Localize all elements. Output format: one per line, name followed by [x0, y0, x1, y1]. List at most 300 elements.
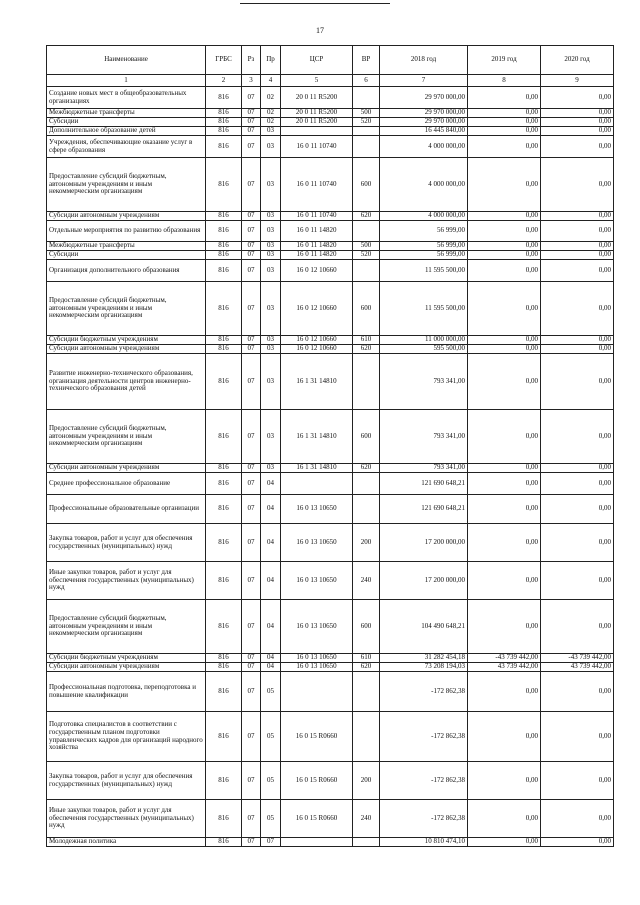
table-row — [47, 260, 614, 282]
row-pr: 03 — [261, 260, 281, 282]
row-vr: 600 — [353, 158, 380, 212]
row-pr: 02 — [261, 109, 281, 118]
row-vr: 200 — [353, 524, 380, 562]
column-number: 6 — [353, 75, 380, 87]
row-amount-2019: 0,00 — [468, 800, 541, 838]
row-rz: 07 — [242, 158, 261, 212]
row-amount-2020: 0,00 — [541, 600, 614, 654]
row-vr — [353, 473, 380, 495]
row-rz: 07 — [242, 336, 261, 345]
row-pr: 05 — [261, 800, 281, 838]
row-vr: 610 — [353, 336, 380, 345]
row-csr: 16 0 12 10660 — [281, 260, 353, 282]
row-pr: 02 — [261, 87, 281, 109]
row-rz: 07 — [242, 354, 261, 410]
table-row — [47, 251, 614, 260]
row-amount-2019: 0,00 — [468, 473, 541, 495]
row-grbs: 816 — [206, 762, 242, 800]
row-pr: 03 — [261, 136, 281, 158]
row-csr: 16 0 13 10650 — [281, 524, 353, 562]
row-amount-2019: 0,00 — [468, 354, 541, 410]
row-pr: 03 — [261, 336, 281, 345]
table-row — [47, 524, 614, 562]
row-grbs: 816 — [206, 109, 242, 118]
row-amount-2020: 0,00 — [541, 260, 614, 282]
row-grbs: 816 — [206, 212, 242, 221]
row-amount-2020: 0,00 — [541, 762, 614, 800]
row-amount-2019: 0,00 — [468, 336, 541, 345]
row-amount-2019: 43 739 442,00 — [468, 663, 541, 672]
row-rz: 07 — [242, 251, 261, 260]
row-pr: 03 — [261, 251, 281, 260]
row-name: Подготовка специалистов в соответствии с государственным планом подготовки управленческих кадров для организаций народного хозяйства — [47, 712, 206, 762]
row-amount-2018: 4 000 000,00 — [380, 136, 468, 158]
row-pr: 03 — [261, 127, 281, 136]
row-csr: 20 0 11 R5200 — [281, 118, 353, 127]
row-rz: 07 — [242, 562, 261, 600]
table-row — [47, 354, 614, 410]
row-csr: 16 0 15 R0660 — [281, 800, 353, 838]
row-grbs: 816 — [206, 495, 242, 524]
row-rz: 07 — [242, 663, 261, 672]
row-grbs: 816 — [206, 524, 242, 562]
row-amount-2019: 0,00 — [468, 242, 541, 251]
row-vr: 620 — [353, 663, 380, 672]
row-vr: 240 — [353, 562, 380, 600]
row-name: Создание новых мест в общеобразовательных организациях — [47, 87, 206, 109]
row-amount-2020: 0,00 — [541, 118, 614, 127]
budget-table — [46, 45, 614, 847]
row-amount-2019: 0,00 — [468, 562, 541, 600]
row-rz: 07 — [242, 654, 261, 663]
row-grbs: 816 — [206, 336, 242, 345]
row-name: Организация дополнительного образования — [47, 260, 206, 282]
table-row — [47, 495, 614, 524]
row-grbs: 816 — [206, 221, 242, 242]
row-rz: 07 — [242, 712, 261, 762]
row-vr: 620 — [353, 212, 380, 221]
row-grbs: 816 — [206, 663, 242, 672]
row-grbs: 816 — [206, 354, 242, 410]
row-rz: 07 — [242, 524, 261, 562]
row-pr: 02 — [261, 118, 281, 127]
row-grbs: 816 — [206, 562, 242, 600]
header-row — [47, 46, 614, 75]
row-amount-2020: 0,00 — [541, 158, 614, 212]
row-vr: 600 — [353, 282, 380, 336]
row-name: Дополнительное образование детей — [47, 127, 206, 136]
table-row — [47, 109, 614, 118]
row-name: Субсидии бюджетным учреждениям — [47, 654, 206, 663]
row-amount-2019: 0,00 — [468, 282, 541, 336]
row-amount-2018: 29 970 000,00 — [380, 109, 468, 118]
row-amount-2020: 0,00 — [541, 464, 614, 473]
row-grbs: 816 — [206, 127, 242, 136]
table-row — [47, 410, 614, 464]
row-vr — [353, 127, 380, 136]
row-pr: 03 — [261, 410, 281, 464]
row-grbs: 816 — [206, 464, 242, 473]
row-pr: 03 — [261, 464, 281, 473]
row-csr: 16 0 11 10740 — [281, 158, 353, 212]
row-rz: 07 — [242, 600, 261, 654]
row-name: Учреждения, обеспечивающие оказание услуг в сфере образования — [47, 136, 206, 158]
header-2019: 2019 год — [468, 46, 541, 75]
table-row — [47, 562, 614, 600]
row-vr: 240 — [353, 800, 380, 838]
row-vr: 520 — [353, 118, 380, 127]
row-csr: 16 0 13 10650 — [281, 663, 353, 672]
row-csr — [281, 127, 353, 136]
row-pr: 07 — [261, 838, 281, 847]
row-name: Отдельные мероприятия по развитию образования — [47, 221, 206, 242]
row-vr — [353, 838, 380, 847]
row-amount-2020: 0,00 — [541, 251, 614, 260]
row-csr: 20 0 11 R5200 — [281, 87, 353, 109]
table-row — [47, 118, 614, 127]
table-row — [47, 87, 614, 109]
row-csr: 16 0 13 10650 — [281, 654, 353, 663]
row-grbs: 816 — [206, 410, 242, 464]
row-amount-2020: 0,00 — [541, 800, 614, 838]
row-csr: 20 0 11 R5200 — [281, 109, 353, 118]
row-pr: 03 — [261, 221, 281, 242]
table-row — [47, 663, 614, 672]
column-number: 7 — [380, 75, 468, 87]
row-amount-2018: 73 208 194,03 — [380, 663, 468, 672]
row-pr: 03 — [261, 345, 281, 354]
row-csr: 16 0 15 R0660 — [281, 712, 353, 762]
row-amount-2019: 0,00 — [468, 712, 541, 762]
row-rz: 07 — [242, 109, 261, 118]
row-vr: 600 — [353, 410, 380, 464]
row-grbs: 816 — [206, 260, 242, 282]
row-pr: 05 — [261, 762, 281, 800]
table-row — [47, 212, 614, 221]
row-amount-2018: 595 500,00 — [380, 345, 468, 354]
row-amount-2018: 10 810 474,10 — [380, 838, 468, 847]
row-amount-2018: 11 595 500,00 — [380, 260, 468, 282]
row-amount-2019: 0,00 — [468, 345, 541, 354]
row-amount-2020: 0,00 — [541, 127, 614, 136]
row-csr: 16 1 31 14810 — [281, 410, 353, 464]
row-grbs: 816 — [206, 800, 242, 838]
row-amount-2019: 0,00 — [468, 495, 541, 524]
row-name: Предоставление субсидий бюджетным, автономным учреждениям и иным некоммерческим организациям — [47, 410, 206, 464]
row-amount-2020: 0,00 — [541, 410, 614, 464]
header-vr: ВР — [353, 46, 380, 75]
row-amount-2019: 0,00 — [468, 212, 541, 221]
row-vr — [353, 260, 380, 282]
row-csr: 16 0 12 10660 — [281, 345, 353, 354]
table-row — [47, 345, 614, 354]
row-pr: 05 — [261, 712, 281, 762]
row-pr: 03 — [261, 212, 281, 221]
row-name: Субсидии автономным учреждениям — [47, 464, 206, 473]
row-rz: 07 — [242, 118, 261, 127]
row-amount-2018: 29 970 000,00 — [380, 118, 468, 127]
row-name: Предоставление субсидий бюджетным, автономным учреждениям и иным некоммерческим организациям — [47, 158, 206, 212]
row-grbs: 816 — [206, 838, 242, 847]
row-rz: 07 — [242, 464, 261, 473]
table-row — [47, 282, 614, 336]
row-rz: 07 — [242, 345, 261, 354]
row-grbs: 816 — [206, 87, 242, 109]
row-amount-2019: 0,00 — [468, 136, 541, 158]
row-grbs: 816 — [206, 251, 242, 260]
row-vr: 500 — [353, 242, 380, 251]
row-amount-2018: 4 000 000,00 — [380, 212, 468, 221]
row-csr: 16 0 12 10660 — [281, 282, 353, 336]
table-row — [47, 464, 614, 473]
row-vr: 620 — [353, 464, 380, 473]
row-name: Предоставление субсидий бюджетным, автономным учреждениям и иным некоммерческим организациям — [47, 600, 206, 654]
row-amount-2020: 0,00 — [541, 473, 614, 495]
row-csr — [281, 838, 353, 847]
row-amount-2020: 0,00 — [541, 345, 614, 354]
row-name: Молодежная политика — [47, 838, 206, 847]
row-amount-2018: 793 341,00 — [380, 354, 468, 410]
row-amount-2018: -172 862,38 — [380, 672, 468, 712]
row-pr: 04 — [261, 524, 281, 562]
row-amount-2019: 0,00 — [468, 524, 541, 562]
row-amount-2019: 0,00 — [468, 260, 541, 282]
header-rz: Рз — [242, 46, 261, 75]
row-amount-2018: -172 862,38 — [380, 712, 468, 762]
row-pr: 04 — [261, 663, 281, 672]
table-row — [47, 762, 614, 800]
row-amount-2019: 0,00 — [468, 838, 541, 847]
row-name: Субсидии — [47, 118, 206, 127]
row-name: Межбюджетные трансферты — [47, 242, 206, 251]
row-name: Развитие инженерно-технического образования, организация деятельности центров инженерно-технического образования детей — [47, 354, 206, 410]
row-csr: 16 0 13 10650 — [281, 562, 353, 600]
table-row — [47, 221, 614, 242]
row-amount-2018: 121 690 648,21 — [380, 495, 468, 524]
row-amount-2018: 793 341,00 — [380, 464, 468, 473]
row-amount-2019: 0,00 — [468, 127, 541, 136]
row-csr: 16 0 11 14820 — [281, 242, 353, 251]
header-grbs: ГРБС — [206, 46, 242, 75]
row-amount-2020: 0,00 — [541, 87, 614, 109]
row-name: Субсидии автономным учреждениям — [47, 212, 206, 221]
row-rz: 07 — [242, 762, 261, 800]
row-name: Предоставление субсидий бюджетным, автономным учреждениям и иным некоммерческим организациям — [47, 282, 206, 336]
row-vr — [353, 712, 380, 762]
table-row — [47, 800, 614, 838]
row-name: Иные закупки товаров, работ и услуг для обеспечения государственных (муниципальных) нужд — [47, 800, 206, 838]
header-2018: 2018 год — [380, 46, 468, 75]
row-csr — [281, 473, 353, 495]
column-number: 3 — [242, 75, 261, 87]
row-amount-2018: 56 999,00 — [380, 242, 468, 251]
row-rz: 07 — [242, 87, 261, 109]
row-amount-2018: 11 595 500,00 — [380, 282, 468, 336]
row-vr — [353, 672, 380, 712]
row-amount-2019: 0,00 — [468, 158, 541, 212]
column-number: 1 — [47, 75, 206, 87]
row-amount-2018: 17 200 000,00 — [380, 524, 468, 562]
row-rz: 07 — [242, 127, 261, 136]
row-amount-2020: 0,00 — [541, 524, 614, 562]
header-csr: ЦСР — [281, 46, 353, 75]
table-row — [47, 672, 614, 712]
row-pr: 05 — [261, 672, 281, 712]
row-amount-2020: 0,00 — [541, 242, 614, 251]
row-rz: 07 — [242, 136, 261, 158]
row-csr: 16 1 31 14810 — [281, 354, 353, 410]
header-pr: Пр — [261, 46, 281, 75]
row-name: Субсидии бюджетным учреждениям — [47, 336, 206, 345]
header-2020: 2020 год — [541, 46, 614, 75]
column-number: 9 — [541, 75, 614, 87]
row-pr: 03 — [261, 282, 281, 336]
row-grbs: 816 — [206, 712, 242, 762]
row-amount-2019: 0,00 — [468, 109, 541, 118]
row-vr: 620 — [353, 345, 380, 354]
row-name: Закупка товаров, работ и услуг для обеспечения государственных (муниципальных) нужд — [47, 524, 206, 562]
row-grbs: 816 — [206, 345, 242, 354]
row-amount-2018: 31 282 454,18 — [380, 654, 468, 663]
row-amount-2020: 0,00 — [541, 838, 614, 847]
row-rz: 07 — [242, 260, 261, 282]
row-rz: 07 — [242, 800, 261, 838]
header-name: Наименование — [47, 46, 206, 75]
table-row — [47, 136, 614, 158]
row-rz: 07 — [242, 473, 261, 495]
row-grbs: 816 — [206, 158, 242, 212]
row-grbs: 816 — [206, 282, 242, 336]
row-amount-2019: 0,00 — [468, 464, 541, 473]
row-pr: 04 — [261, 654, 281, 663]
table-row — [47, 242, 614, 251]
row-rz: 07 — [242, 410, 261, 464]
row-csr: 16 1 31 14810 — [281, 464, 353, 473]
row-amount-2020: 0,00 — [541, 282, 614, 336]
row-vr: 600 — [353, 600, 380, 654]
row-amount-2018: 11 000 000,00 — [380, 336, 468, 345]
table-row — [47, 838, 614, 847]
row-csr: 16 0 11 10740 — [281, 212, 353, 221]
top-rule — [240, 3, 390, 4]
row-amount-2018: 4 000 000,00 — [380, 158, 468, 212]
row-pr: 04 — [261, 473, 281, 495]
row-amount-2020: 43 739 442,00 — [541, 663, 614, 672]
page-number: 17 — [316, 26, 324, 35]
row-amount-2020: 0,00 — [541, 221, 614, 242]
row-grbs: 816 — [206, 600, 242, 654]
row-amount-2020: 0,00 — [541, 495, 614, 524]
row-amount-2018: 121 690 648,21 — [380, 473, 468, 495]
row-csr: 16 0 11 10740 — [281, 136, 353, 158]
row-csr: 16 0 11 14820 — [281, 251, 353, 260]
row-amount-2018: 104 490 648,21 — [380, 600, 468, 654]
row-amount-2020: 0,00 — [541, 562, 614, 600]
column-number-row — [47, 75, 614, 87]
row-pr: 03 — [261, 242, 281, 251]
table-row — [47, 336, 614, 345]
row-pr: 04 — [261, 600, 281, 654]
row-grbs: 816 — [206, 672, 242, 712]
row-amount-2018: -172 862,38 — [380, 800, 468, 838]
row-rz: 07 — [242, 212, 261, 221]
row-csr: 16 0 11 14820 — [281, 221, 353, 242]
row-name: Субсидии — [47, 251, 206, 260]
row-amount-2020: 0,00 — [541, 354, 614, 410]
row-vr — [353, 136, 380, 158]
table-body — [47, 75, 614, 847]
row-vr: 500 — [353, 109, 380, 118]
row-vr: 200 — [353, 762, 380, 800]
row-name: Субсидии автономным учреждениям — [47, 663, 206, 672]
row-rz: 07 — [242, 495, 261, 524]
row-vr — [353, 221, 380, 242]
row-amount-2019: -43 739 442,00 — [468, 654, 541, 663]
row-name: Закупка товаров, работ и услуг для обеспечения государственных (муниципальных) нужд — [47, 762, 206, 800]
column-number: 4 — [261, 75, 281, 87]
row-amount-2019: 0,00 — [468, 410, 541, 464]
row-vr — [353, 87, 380, 109]
row-amount-2019: 0,00 — [468, 600, 541, 654]
table-row — [47, 473, 614, 495]
row-rz: 07 — [242, 282, 261, 336]
row-pr: 03 — [261, 158, 281, 212]
row-amount-2018: 56 999,00 — [380, 251, 468, 260]
row-grbs: 816 — [206, 136, 242, 158]
row-vr — [353, 495, 380, 524]
row-amount-2019: 0,00 — [468, 672, 541, 712]
row-vr — [353, 354, 380, 410]
row-rz: 07 — [242, 838, 261, 847]
row-amount-2018: 17 200 000,00 — [380, 562, 468, 600]
row-grbs: 816 — [206, 242, 242, 251]
row-name: Среднее профессиональное образование — [47, 473, 206, 495]
row-rz: 07 — [242, 242, 261, 251]
row-amount-2020: 0,00 — [541, 336, 614, 345]
row-csr: 16 0 15 R0660 — [281, 762, 353, 800]
row-pr: 04 — [261, 495, 281, 524]
row-name: Профессиональная подготовка, переподготовка и повышение квалификации — [47, 672, 206, 712]
row-vr: 610 — [353, 654, 380, 663]
row-amount-2019: 0,00 — [468, 251, 541, 260]
row-amount-2020: 0,00 — [541, 212, 614, 221]
row-name: Субсидии автономным учреждениям — [47, 345, 206, 354]
row-pr: 03 — [261, 354, 281, 410]
row-rz: 07 — [242, 221, 261, 242]
column-number: 8 — [468, 75, 541, 87]
row-amount-2020: -43 739 442,00 — [541, 654, 614, 663]
column-number: 5 — [281, 75, 353, 87]
row-csr — [281, 672, 353, 712]
row-csr: 16 0 13 10650 — [281, 495, 353, 524]
row-grbs: 816 — [206, 473, 242, 495]
row-amount-2019: 0,00 — [468, 87, 541, 109]
table-row — [47, 654, 614, 663]
row-amount-2018: 793 341,00 — [380, 410, 468, 464]
table-row — [47, 158, 614, 212]
row-amount-2018: 56 999,00 — [380, 221, 468, 242]
row-amount-2019: 0,00 — [468, 221, 541, 242]
row-amount-2020: 0,00 — [541, 109, 614, 118]
row-amount-2018: 16 445 840,00 — [380, 127, 468, 136]
row-amount-2020: 0,00 — [541, 712, 614, 762]
row-amount-2018: -172 862,38 — [380, 762, 468, 800]
row-amount-2020: 0,00 — [541, 672, 614, 712]
table-row — [47, 127, 614, 136]
table-row — [47, 600, 614, 654]
row-amount-2019: 0,00 — [468, 762, 541, 800]
row-csr: 16 0 13 10650 — [281, 600, 353, 654]
